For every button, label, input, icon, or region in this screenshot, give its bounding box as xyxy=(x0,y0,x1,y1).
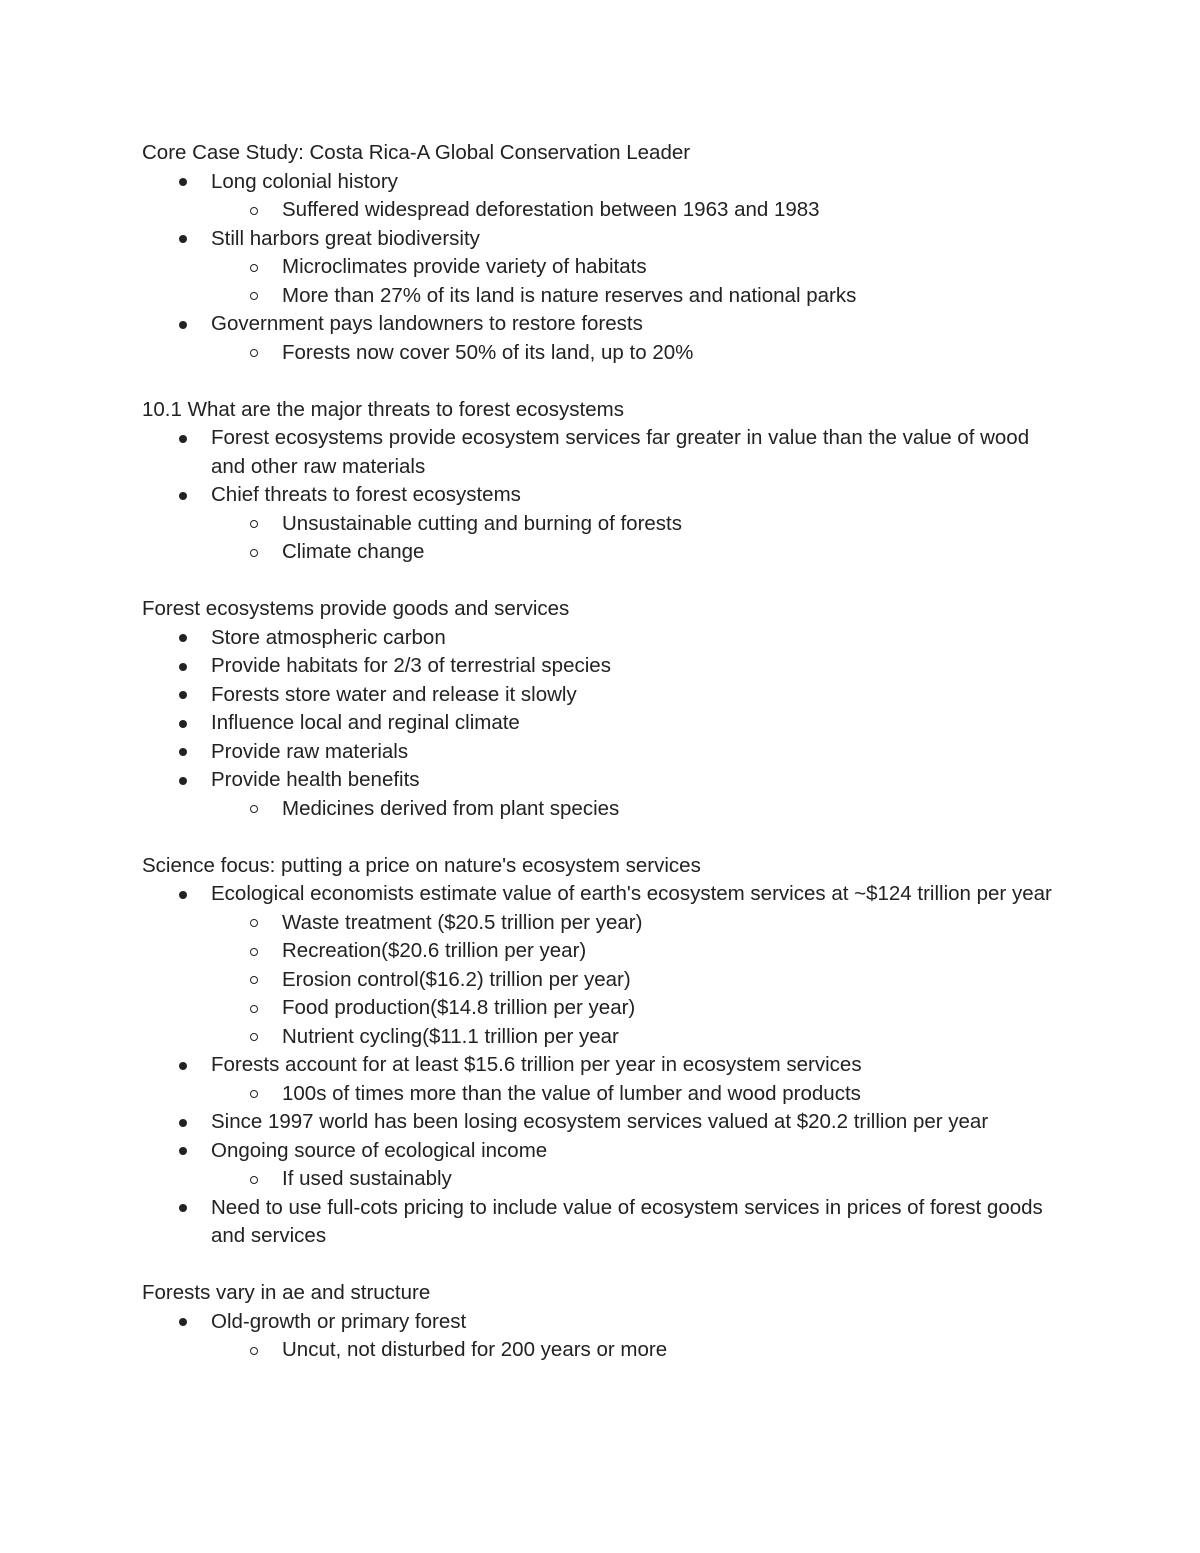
list-item xyxy=(142,225,1062,254)
list-item-text: Old-growth or primary forest xyxy=(211,1309,467,1333)
list-item-text: Suffered widespread deforestation between 1963 and 1983 xyxy=(282,198,820,221)
list-item xyxy=(142,766,1062,795)
list-item xyxy=(142,1137,1062,1166)
list-item xyxy=(142,168,1062,197)
hollow-bullet-icon xyxy=(250,919,258,927)
list-item-text: Influence local and reginal climate xyxy=(211,711,520,734)
list-item xyxy=(142,738,1062,767)
list-item xyxy=(142,481,1062,510)
list-item-text: More than 27% of its land is nature reserves and national parks xyxy=(282,283,857,307)
sub-list-item xyxy=(142,966,1062,995)
list-item xyxy=(142,1108,1062,1137)
sub-list-item xyxy=(142,339,1062,368)
filled-bullet-icon xyxy=(179,1119,187,1127)
hollow-bullet-icon xyxy=(250,549,258,557)
sub-list-item xyxy=(142,909,1062,938)
list-item-text: Provide raw materials xyxy=(211,739,409,763)
list-item-text: Food production($14.8 trillion per year) xyxy=(282,996,636,1019)
list-item xyxy=(142,880,1062,909)
sub-list-item xyxy=(142,1165,1062,1194)
sub-list-item xyxy=(142,937,1062,966)
section-heading: 10.1 What are the major threats to forest ecosystems xyxy=(142,397,624,421)
hollow-bullet-icon xyxy=(250,292,258,300)
hollow-bullet-icon xyxy=(250,349,258,357)
filled-bullet-icon xyxy=(179,1147,187,1155)
list-item-text: Since 1997 world has been losing ecosystem services valued at $20.2 trillion per year xyxy=(211,1110,989,1133)
sub-list-item xyxy=(142,1080,1062,1109)
list-item xyxy=(142,652,1062,681)
notes-section xyxy=(142,139,1062,367)
list-item-text: Erosion control($16.2) trillion per year) xyxy=(282,967,631,991)
sub-list-item xyxy=(142,1023,1062,1052)
hollow-bullet-icon xyxy=(250,1005,258,1013)
hollow-bullet-icon xyxy=(250,1347,258,1355)
list-item xyxy=(142,1051,1062,1080)
list-item xyxy=(142,1194,1062,1251)
list-item-text: Ongoing source of ecological income xyxy=(211,1138,548,1162)
sub-list-item xyxy=(142,253,1062,282)
filled-bullet-icon xyxy=(179,720,187,728)
list-item xyxy=(142,681,1062,710)
list-item-text: Medicines derived from plant species xyxy=(282,796,620,820)
list-item xyxy=(142,624,1062,653)
filled-bullet-icon xyxy=(179,777,187,785)
filled-bullet-icon xyxy=(179,634,187,642)
sub-list-item xyxy=(142,282,1062,311)
bullet-list xyxy=(142,168,1062,368)
bullet-list xyxy=(142,880,1062,1251)
filled-bullet-icon xyxy=(179,691,187,699)
hollow-bullet-icon xyxy=(250,520,258,528)
list-item-text: Long colonial history xyxy=(211,169,398,193)
document-body xyxy=(142,139,1062,1365)
section-heading: Core Case Study: Costa Rica-A Global Conservation Leader xyxy=(142,141,691,164)
filled-bullet-icon xyxy=(179,178,187,186)
filled-bullet-icon xyxy=(179,235,187,243)
hollow-bullet-icon xyxy=(250,976,258,984)
list-item-text: Waste treatment ($20.5 trillion per year) xyxy=(282,910,643,934)
sub-list-item xyxy=(142,994,1062,1023)
filled-bullet-icon xyxy=(179,1062,187,1070)
sub-list-item xyxy=(142,510,1062,539)
sub-list-item xyxy=(142,196,1062,225)
list-item xyxy=(142,1308,1062,1337)
list-item-text: Chief threats to forest ecosystems xyxy=(211,483,521,506)
filled-bullet-icon xyxy=(179,748,187,756)
list-item-text: Ecological economists estimate value of earth's ecosystem services at ~$124 trillion per year xyxy=(211,882,1052,905)
list-item xyxy=(142,709,1062,738)
list-item xyxy=(142,310,1062,339)
filled-bullet-icon xyxy=(179,1318,187,1326)
filled-bullet-icon xyxy=(179,435,187,443)
list-item-text: 100s of times more than the value of lumber and wood products xyxy=(282,1081,861,1105)
hollow-bullet-icon xyxy=(250,207,258,215)
sub-list-item xyxy=(142,1336,1062,1365)
section-heading: Forest ecosystems provide goods and services xyxy=(142,597,570,620)
hollow-bullet-icon xyxy=(250,1176,258,1184)
list-item-text: Unsustainable cutting and burning of forests xyxy=(282,511,683,535)
list-item-text: Provide habitats for 2/3 of terrestrial species xyxy=(211,654,611,677)
list-item-text: Forests account for at least $15.6 trillion per year in ecosystem services xyxy=(211,1053,862,1076)
list-item-text: Nutrient cycling($11.1 trillion per year xyxy=(282,1024,619,1048)
hollow-bullet-icon xyxy=(250,1090,258,1098)
list-item-text: Forest ecosystems provide ecosystem services far greater in value than the value of wood and other raw materials xyxy=(211,426,1030,478)
notes-section xyxy=(142,1279,1062,1365)
filled-bullet-icon xyxy=(179,1204,187,1212)
hollow-bullet-icon xyxy=(250,1033,258,1041)
list-item xyxy=(142,424,1062,481)
sub-list-item xyxy=(142,795,1062,824)
filled-bullet-icon xyxy=(179,492,187,500)
list-item-text: Provide health benefits xyxy=(211,768,420,791)
notes-section xyxy=(142,595,1062,823)
list-item-text: Uncut, not disturbed for 200 years or more xyxy=(282,1338,668,1361)
list-item-text: Need to use full-cots pricing to include value of ecosystem services in prices of forest goods and services xyxy=(211,1195,1043,1247)
list-item-text: Microclimates provide variety of habitats xyxy=(282,255,647,278)
section-heading: Forests vary in ae and structure xyxy=(142,1281,431,1304)
list-item-text: Forests store water and release it slowly xyxy=(211,682,577,706)
bullet-list xyxy=(142,1308,1062,1365)
notes-section xyxy=(142,396,1062,567)
list-item-text: Store atmospheric carbon xyxy=(211,625,446,649)
hollow-bullet-icon xyxy=(250,948,258,956)
filled-bullet-icon xyxy=(179,663,187,671)
list-item-text: Climate change xyxy=(282,540,425,563)
list-item-text: Still harbors great biodiversity xyxy=(211,226,480,250)
notes-section xyxy=(142,852,1062,1251)
list-item-text: Recreation($20.6 trillion per year) xyxy=(282,939,587,962)
hollow-bullet-icon xyxy=(250,805,258,813)
list-item-text: If used sustainably xyxy=(282,1167,452,1190)
bullet-list xyxy=(142,424,1062,567)
section-heading: Science focus: putting a price on nature's ecosystem services xyxy=(142,853,701,877)
filled-bullet-icon xyxy=(179,321,187,329)
list-item-text: Forests now cover 50% of its land, up to 20% xyxy=(282,340,694,364)
hollow-bullet-icon xyxy=(250,264,258,272)
list-item-text: Government pays landowners to restore forests xyxy=(211,312,643,335)
bullet-list xyxy=(142,624,1062,824)
filled-bullet-icon xyxy=(179,891,187,899)
sub-list-item xyxy=(142,538,1062,567)
